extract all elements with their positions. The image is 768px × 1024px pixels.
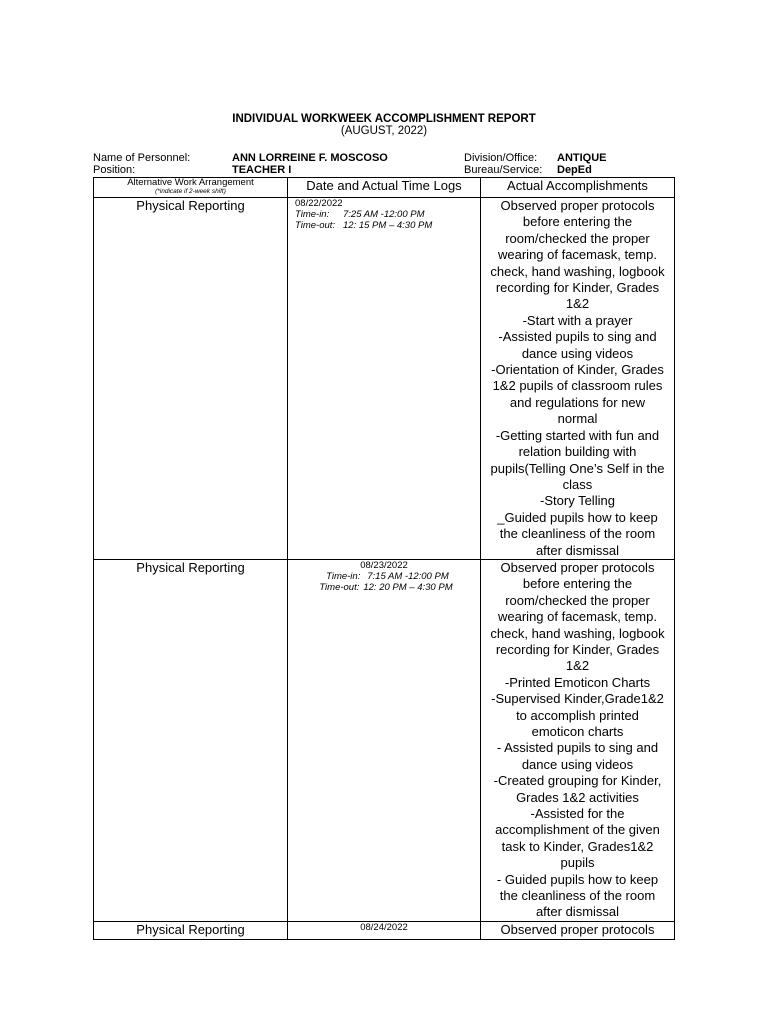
- accomplishment-line: the cleanliness of the room: [499, 526, 656, 542]
- accomplishment-line: -Printed Emoticon Charts: [504, 674, 651, 690]
- accomplishment-line: pupils: [560, 855, 595, 871]
- time-out-value: 12: 15 PM – 4:30 PM: [343, 220, 433, 231]
- accomplishment-line: dance using videos: [521, 345, 634, 361]
- accomplishment-line: after dismissal: [535, 542, 620, 558]
- time-in-value: 7:15 AM -12:00 PM: [367, 570, 449, 582]
- accomplishment-line: room/checked the proper: [505, 592, 650, 608]
- report-period: (AUGUST, 2022): [340, 125, 428, 137]
- accomplishment-line: normal: [557, 411, 598, 427]
- accomplishment-line: Grades 1&2 activities: [516, 789, 639, 805]
- accomplishment-line: - Guided pupils how to keep: [496, 871, 659, 887]
- accomplishment-line: -Start with a prayer: [522, 312, 633, 328]
- accomplishment-line: before entering the: [522, 214, 633, 230]
- time-in-line: [288, 571, 480, 582]
- date-cell: [288, 921, 481, 939]
- accomplishment-line: recording for Kinder, Grades: [495, 641, 660, 657]
- division-label: Division/Office:: [464, 152, 538, 164]
- accomplishment-line: room/checked the proper: [505, 230, 650, 246]
- time-in-label: Time-in:: [326, 570, 361, 582]
- accomplishment-line: -Assisted for the: [530, 806, 625, 822]
- accomplishment-line: -Supervised Kinder,Grade1&2: [491, 691, 664, 707]
- accomplishment-line: -Story Telling: [540, 493, 615, 509]
- time-out-label: Time-out:: [295, 220, 336, 231]
- time-in-value: 7:25 AM -12:00 PM: [343, 209, 425, 220]
- accomplishment-line: before entering the: [522, 576, 633, 592]
- header-awa-label: Alternative Work Arrangement: [127, 177, 254, 188]
- accomplishment-line: pupils(Telling One’s Self in the: [490, 460, 665, 476]
- accomplishments-cell: [480, 559, 674, 921]
- position-label: Position:: [93, 164, 136, 176]
- header-awa-note: (*indicate if 2-week shift): [155, 188, 226, 195]
- accomplishment-line: dance using videos: [521, 756, 634, 772]
- report-title: INDIVIDUAL WORKWEEK ACCOMPLISHMENT REPORT: [232, 113, 536, 125]
- bureau-value: DepEd: [557, 164, 592, 176]
- accomplishment-line: 1&2: [565, 658, 590, 674]
- accomplishment-line: and regulations for new: [509, 394, 646, 410]
- name-label: Name of Personnel:: [93, 152, 191, 164]
- time-in-line: [295, 209, 480, 220]
- date-cell: [288, 198, 481, 560]
- accomplishment-line: check, hand washing, logbook: [490, 263, 665, 279]
- accomplishment-line: Observed proper protocols: [500, 559, 655, 575]
- accomplishment-line: relation building with: [518, 444, 637, 460]
- log-date: 08/24/2022: [360, 921, 408, 933]
- accomplishment-line: to accomplish printed: [516, 707, 639, 723]
- time-in-label: Time-in:: [295, 209, 330, 220]
- table-header-row: [94, 178, 675, 198]
- accomplishment-line: _Guided pupils how to keep: [497, 509, 658, 525]
- header-accomplishments: Actual Accomplishments: [480, 178, 674, 198]
- bureau-label: Bureau/Service:: [464, 164, 543, 176]
- accomplishment-line: -Getting started with fun and: [495, 427, 660, 443]
- name-value: ANN LORREINE F. MOSCOSO: [232, 152, 388, 164]
- time-out-label: Time-out:: [319, 581, 360, 593]
- accomplishment-line: recording for Kinder, Grades: [495, 280, 660, 296]
- accomplishment-line: -Created grouping for Kinder,: [493, 773, 662, 789]
- division-value: ANTIQUE: [557, 152, 607, 164]
- date-cell: [288, 559, 481, 921]
- accomplishment-line: check, hand washing, logbook: [490, 625, 665, 641]
- log-date: 08/23/2022: [360, 559, 408, 571]
- log-date: 08/22/2022: [295, 198, 343, 209]
- accomplishments-cell: [480, 921, 674, 939]
- table-row: [94, 921, 675, 939]
- time-out-line: [288, 582, 480, 593]
- header-awa: [94, 178, 288, 198]
- accomplishment-line: -Orientation of Kinder, Grades: [491, 362, 664, 378]
- accomplishment-line: class: [562, 476, 593, 492]
- accomplishment-line: -Assisted pupils to sing and: [498, 329, 657, 345]
- accomplishment-line: 1&2 pupils of classroom rules: [492, 378, 663, 394]
- accomplishments-cell: [480, 198, 674, 560]
- accomplishment-line: Observed proper protocols: [500, 198, 655, 213]
- time-out-value: 12: 20 PM – 4:30 PM: [363, 581, 453, 593]
- awa-cell: Physical Reporting: [94, 198, 288, 560]
- accomplishment-line: wearing of facemask, temp.: [498, 609, 657, 625]
- table-row: [94, 559, 675, 921]
- accomplishment-line: after dismissal: [535, 904, 620, 920]
- header-date: Date and Actual Time Logs: [288, 178, 481, 198]
- accomplishment-line: - Assisted pupils to sing and: [496, 740, 659, 756]
- accomplishment-line: 1&2: [565, 296, 590, 312]
- accomplishment-line: accomplishment of the given: [495, 822, 660, 838]
- accomplishment-line: emoticon charts: [531, 724, 624, 739]
- accomplishment-table: [93, 177, 675, 940]
- awa-cell: Physical Reporting: [94, 921, 288, 939]
- accomplishment-line: wearing of facemask, temp.: [498, 247, 657, 263]
- accomplishment-line: task to Kinder, Grades1&2: [501, 838, 654, 854]
- position-value: TEACHER I: [232, 164, 292, 176]
- time-out-line: [295, 220, 480, 231]
- accomplishment-line: Observed proper protocols: [500, 921, 655, 937]
- accomplishment-line: the cleanliness of the room: [499, 888, 656, 904]
- table-row: [94, 198, 675, 560]
- awa-cell: Physical Reporting: [94, 559, 288, 921]
